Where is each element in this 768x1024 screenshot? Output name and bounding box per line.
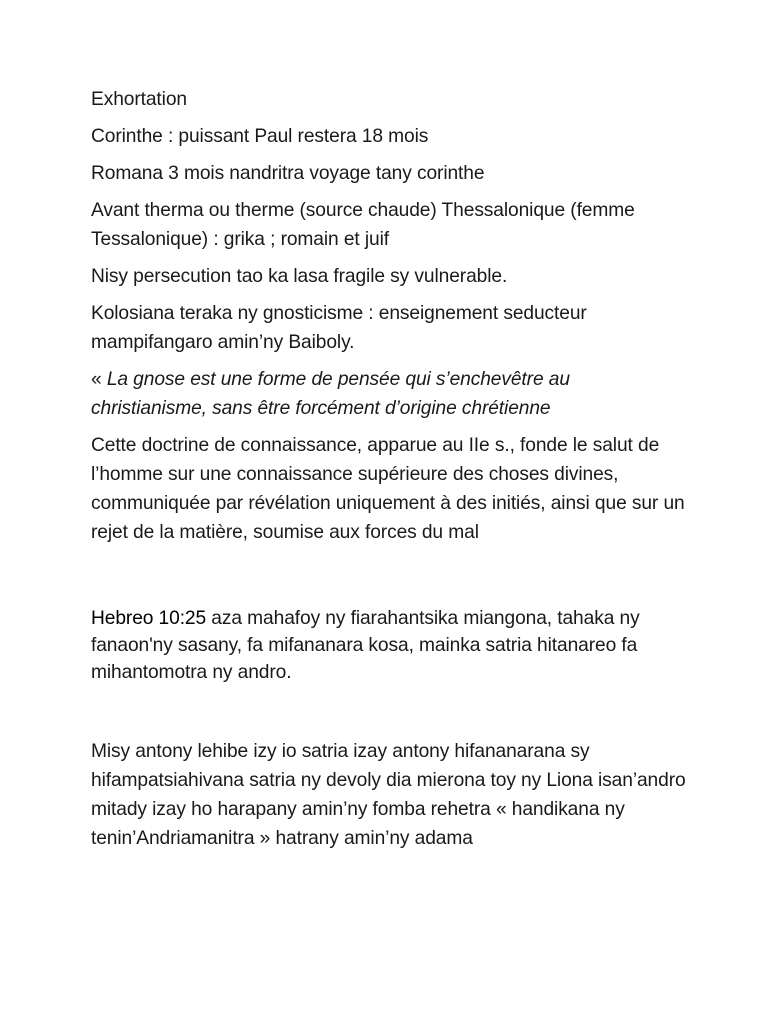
gnose-quote <box>91 365 691 423</box>
paragraph-romana: Romana 3 mois nandritra voyage tany corinthe <box>91 163 485 184</box>
paragraph-kolosiana: Kolosiana teraka ny gnosticisme : enseignement seducteur mampifangaro amin’ny Baiboly. <box>91 303 587 353</box>
paragraph-corinthe: Corinthe : puissant Paul restera 18 mois <box>91 126 429 147</box>
paragraph-thessalonique: Avant therma ou therme (source chaude) Thessalonique (femme Tessalonique) : grika ; romain et juif <box>91 200 635 250</box>
verse-hebreo <box>91 605 691 686</box>
verse-text: aza mahafoy ny fiarahantsika miangona, tahaka ny fanaon'ny sasany, fa mifananara kosa, mainka satria hitanareo fa mihantomotra ny andro. <box>91 608 640 683</box>
document-page <box>91 85 691 861</box>
spacer <box>91 555 691 605</box>
quote-open-mark: « <box>91 369 107 390</box>
paragraph-persecution: Nisy persecution tao ka lasa fragile sy vulnerable. <box>91 266 508 287</box>
quote-text: La gnose est une forme de pensée qui s’enchevêtre au christianisme, sans être forcément d’origine chrétienne <box>91 369 570 419</box>
spacer <box>91 694 691 737</box>
heading-exhortation: Exhortation <box>91 89 187 110</box>
verse-reference: Hebreo 10:25 <box>91 608 207 629</box>
paragraph-doctrine: Cette doctrine de connaissance, apparue au IIe s., fonde le salut de l’homme sur une connaissance supérieure des choses divines, communiquée par révélation uniquement à des initiés, ainsi que sur un rejet de la matière, soumise aux forces du mal <box>91 435 685 543</box>
paragraph-closing: Misy antony lehibe izy io satria izay antony hifananarana sy hifampatsiahivana satria ny devoly dia mierona toy ny Liona isan’andro mitady izay ho harapany amin’ny fomba rehetra « handikana ny tenin’Andriamanitra » hatrany amin’ny adama <box>91 741 686 849</box>
